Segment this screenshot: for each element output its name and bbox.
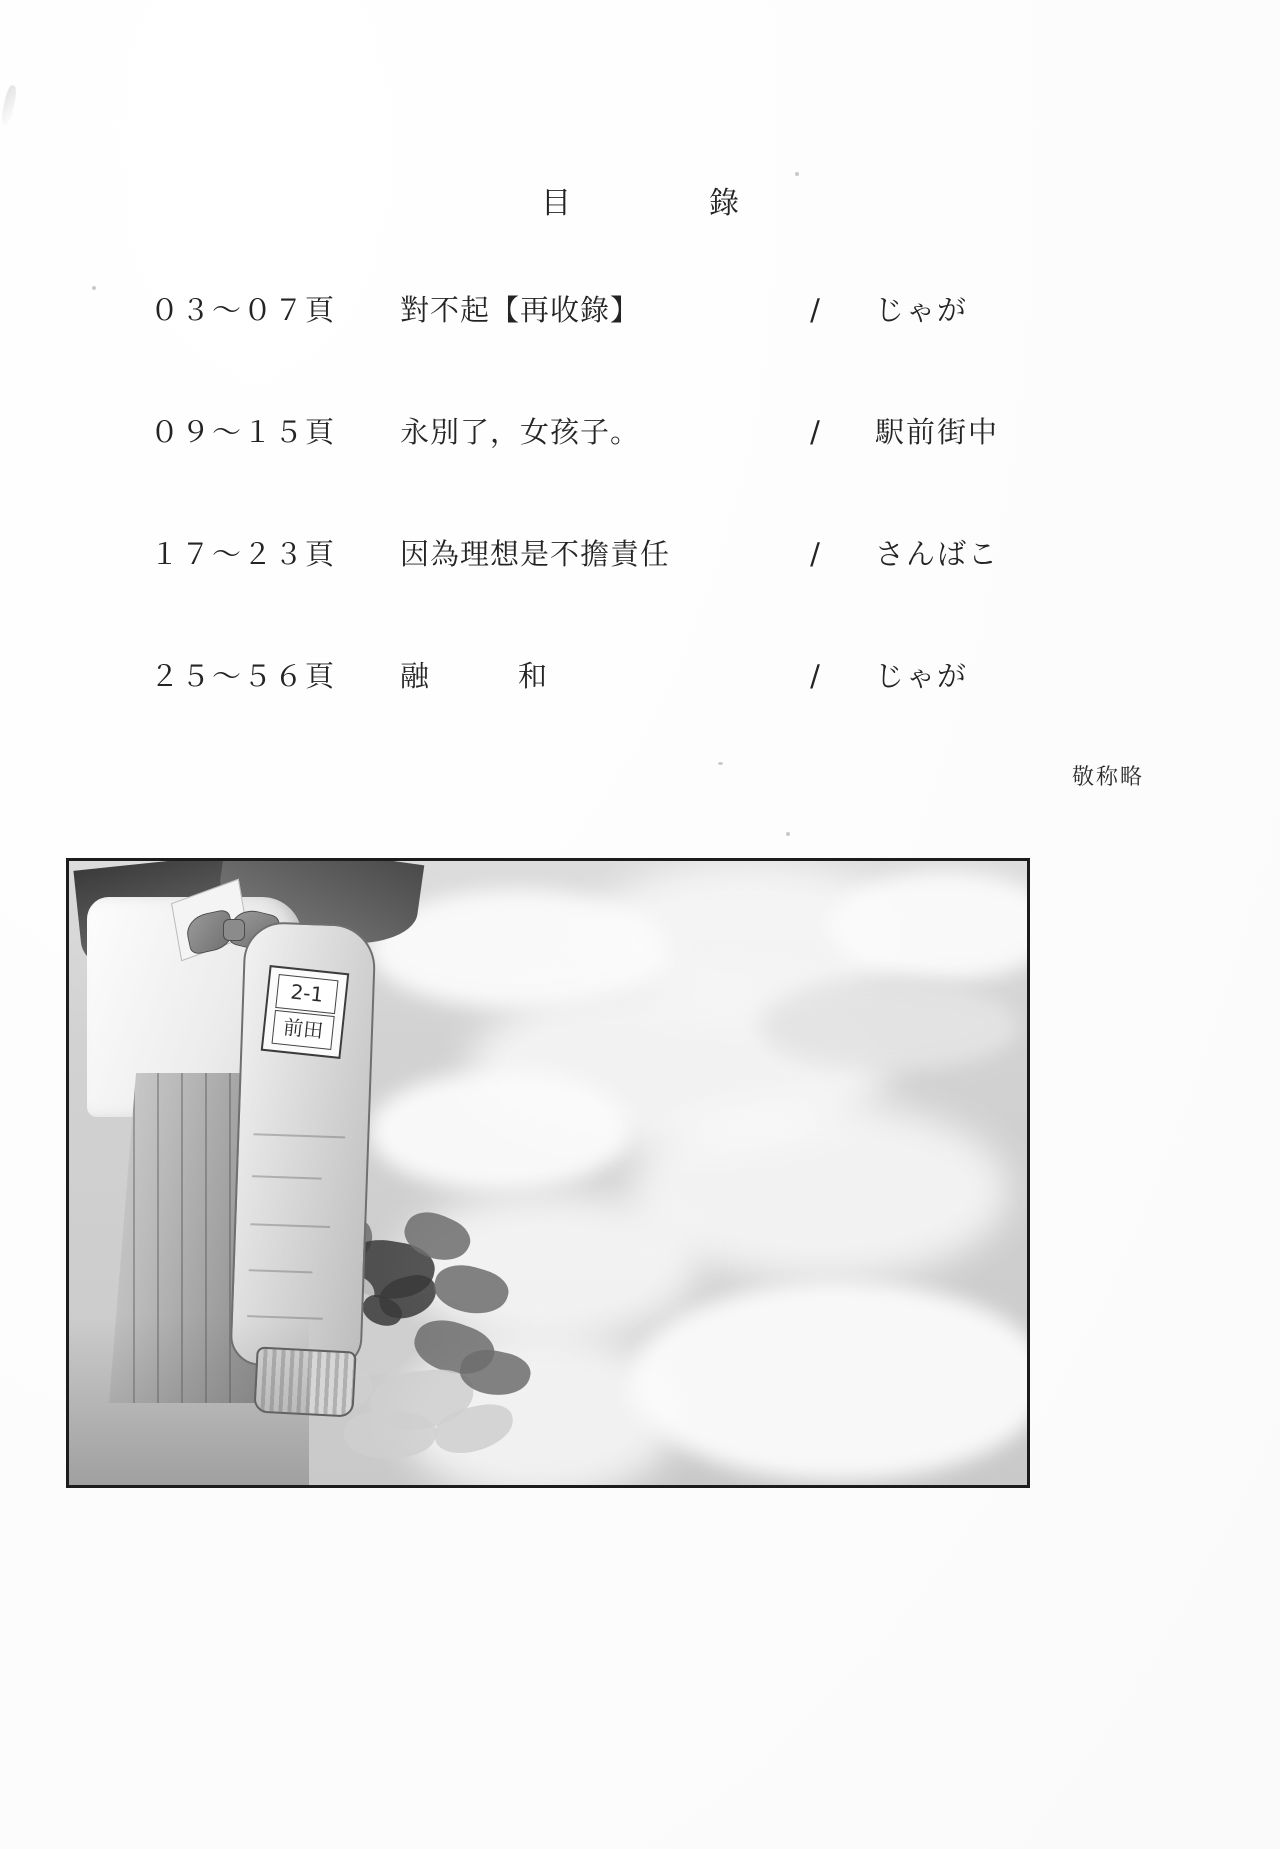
toc-entry-title: 融 和 — [400, 659, 578, 693]
toc-author: じゃが — [875, 293, 969, 327]
dust-speck — [92, 286, 96, 290]
shadow-wash — [69, 1315, 309, 1485]
table-of-contents — [150, 288, 1150, 776]
armband-class-label: 2-1 — [275, 974, 338, 1014]
toc-entry-title: 對不起【再收錄】 — [400, 293, 641, 327]
toc-separator: / — [810, 537, 820, 571]
toc-row — [150, 288, 1150, 410]
toc-author: さんばこ — [875, 537, 1000, 571]
toc-separator: / — [810, 659, 820, 693]
toc-author: 駅前街中 — [875, 415, 1000, 449]
toc-separator: / — [810, 415, 820, 449]
toc-row — [150, 410, 1150, 532]
page-title: 目 錄 — [541, 186, 765, 221]
dust-speck — [786, 832, 790, 836]
toc-page-range: １７〜２３頁 — [150, 537, 337, 571]
toc-row — [150, 654, 1150, 776]
figure-schoolgirl — [69, 861, 429, 1485]
honorific-note: 敬称略 — [1071, 765, 1144, 790]
toc-page-range: ０３〜０７頁 — [150, 293, 337, 327]
toc-page-range: ０９〜１５頁 — [150, 415, 337, 449]
dust-speck — [795, 172, 799, 176]
toc-author: じゃが — [875, 659, 969, 693]
illustration — [66, 858, 1030, 1488]
toc-row — [150, 532, 1150, 654]
toc-page-range: ２５〜５６頁 — [150, 659, 337, 693]
toc-entry-title: 因為理想是不擔責任 — [400, 537, 671, 571]
armband — [261, 965, 350, 1059]
cloud — [759, 981, 1019, 1071]
toc-entry-title: 永別了，女孩子。 — [400, 415, 641, 449]
dust-speck — [718, 762, 723, 765]
toc-separator: / — [810, 293, 820, 327]
armband-name-label: 前田 — [272, 1010, 335, 1050]
cloud — [629, 1281, 1027, 1481]
